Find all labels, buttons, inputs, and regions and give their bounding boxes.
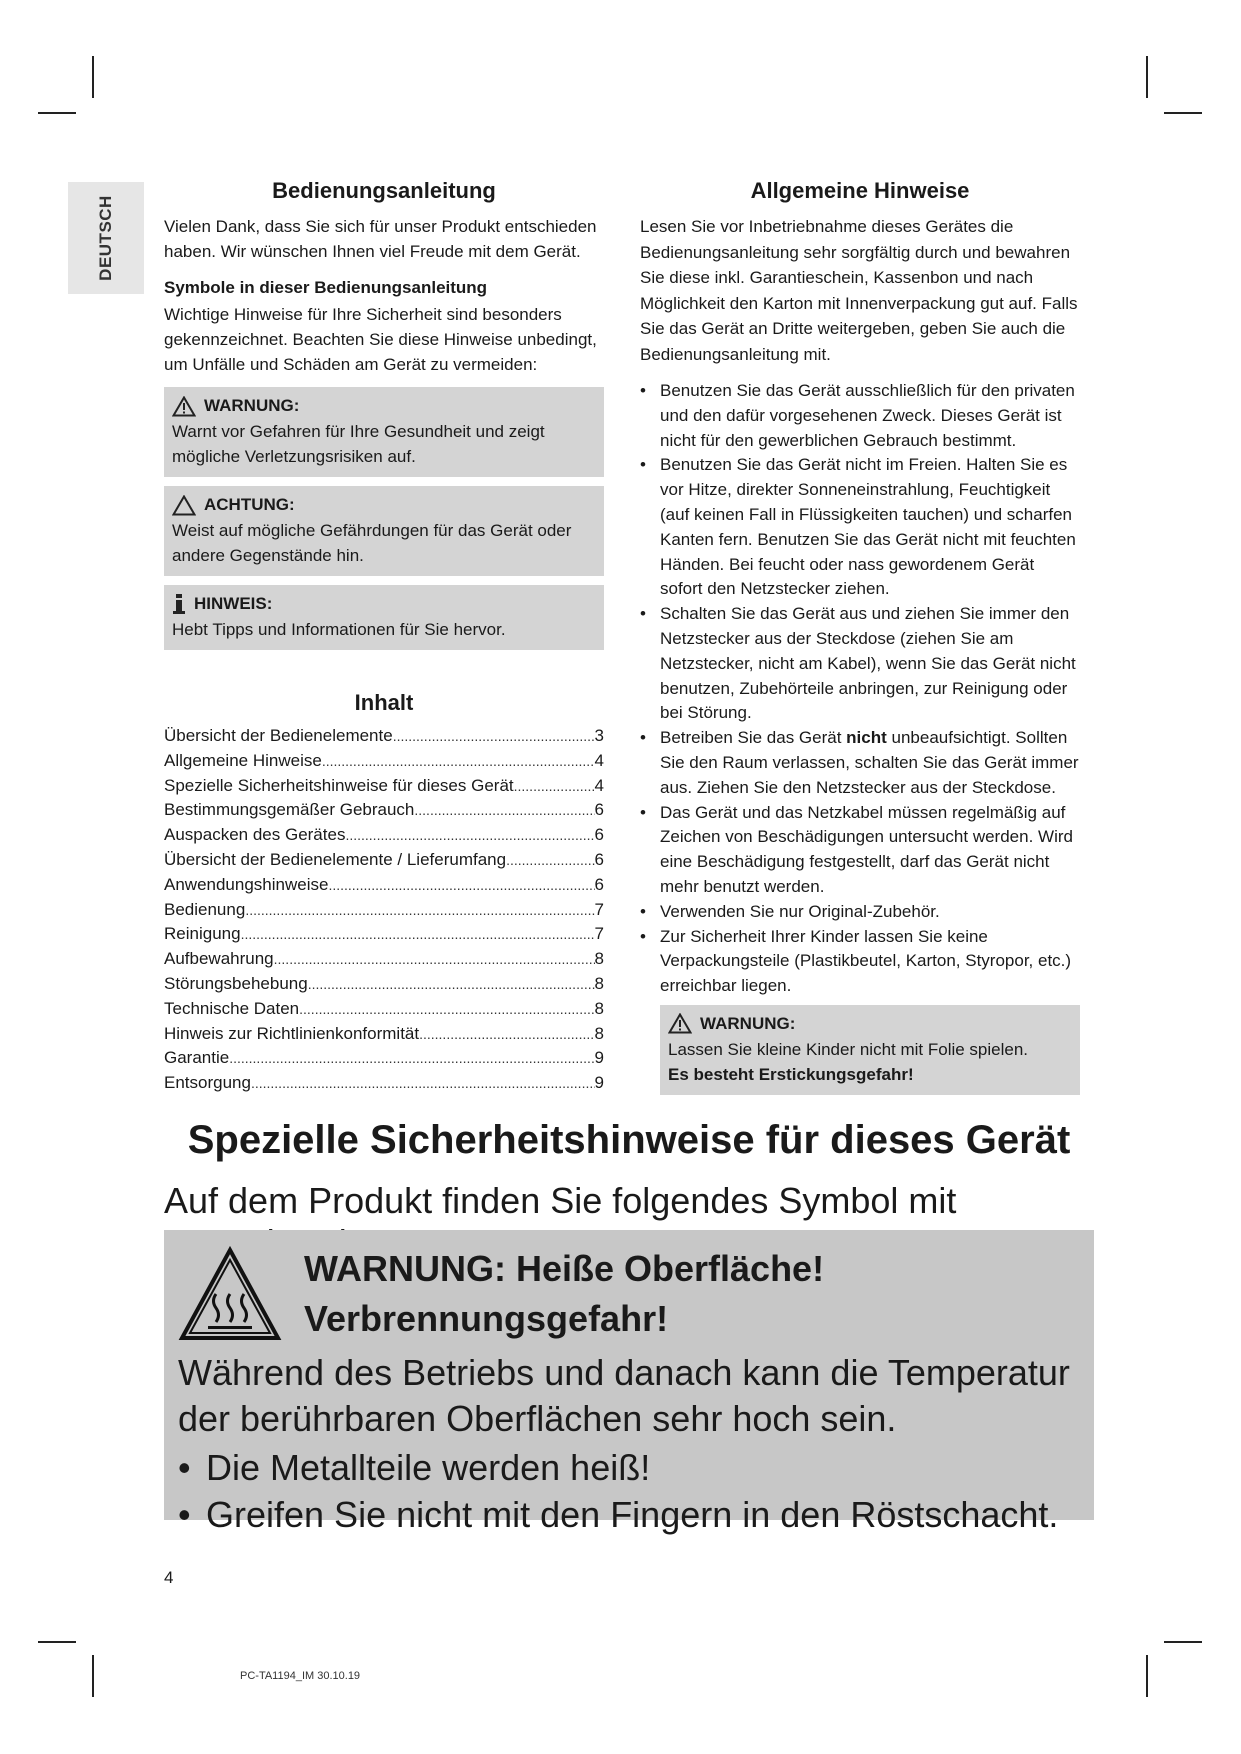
warning-triangle-icon (172, 396, 196, 417)
toc-entry-title: Bedienung (164, 899, 246, 919)
toc-entry-page: 6 (594, 874, 604, 894)
toc-entry-title: Bestimmungsgemäßer Gebrauch (164, 800, 415, 820)
warning-emphasis: Es besteht Erstickungsgefahr! (668, 1064, 914, 1084)
table-of-contents (164, 724, 604, 1096)
toc-row (164, 972, 604, 997)
special-safety-title: Spezielle Sicherheitshinweise für dieses Gerät (187, 1118, 1071, 1162)
page-number: 4 (164, 1568, 174, 1587)
hot-surface-icon (178, 1242, 282, 1346)
toc-leader-dots (241, 922, 595, 947)
crop-mark (1164, 1641, 1202, 1643)
toc-row (164, 749, 604, 774)
toc-leader-dots (419, 1022, 594, 1047)
toc-entry-page: 7 (594, 924, 604, 944)
toc-row (164, 823, 604, 848)
hot-surface-subtitle: Verbrennungsgefahr! (304, 1298, 669, 1339)
toc-entry-title: Anwendungshinweise (164, 874, 329, 894)
toc-entry-title: Hinweis zur Richtlinienkonformität (164, 1023, 420, 1043)
language-tab-label: DEUTSCH (96, 195, 115, 281)
toc-entry-title: Übersicht der Bedienelemente / Lieferumfang (164, 849, 507, 869)
toc-entry-title: Übersicht der Bedienelemente (164, 726, 393, 745)
crop-mark (38, 112, 76, 114)
symbols-text: Wichtige Hinweise für Ihre Sicherheit sind besonders gekennzeichnet. Beachten Sie diese Hinweise unbedingt, um Unfälle und Schäden am Gerät zu vermeiden: (164, 305, 597, 374)
crop-mark (92, 56, 94, 98)
toc-entry-title: Technische Daten (164, 998, 300, 1018)
toc-entry-title: Störungsbehebung (164, 973, 308, 993)
toc-entry-page: 8 (594, 949, 604, 969)
caution-box (164, 486, 604, 576)
warning-title: WARNUNG: (700, 1013, 796, 1033)
toc-leader-dots (251, 1071, 595, 1096)
toc-entry-title: Auspacken des Gerätes (164, 825, 346, 845)
right-column (640, 178, 1080, 1104)
toc-row (164, 798, 604, 823)
section-title: Allgemeine Hinweise (750, 178, 970, 203)
warning-box (660, 1005, 1080, 1095)
toc-leader-dots (322, 749, 595, 774)
warning-triangle-icon (668, 1013, 692, 1034)
toc-row (164, 774, 604, 799)
toc-row (164, 922, 604, 947)
toc-entry-page: 6 (594, 800, 604, 820)
toc-entry-page: 8 (594, 1023, 604, 1043)
list-item: • Benutzen Sie das Gerät nicht im Freien. Halten Sie es vor Hitze, direkter Sonneneinstrahlung, Feuchtigkeit (auf keinen Fall in Flüssigkeiten tauchen) und scharfen Kanten fern. Benutzen Sie das Gerät nicht mit feuchten Händen. Bei feucht oder nass gewordenem Gerät sofort den Netzstecker ziehen. (640, 455, 1076, 599)
toc-entry-title: Garantie (164, 1048, 230, 1068)
crop-mark (1164, 112, 1202, 114)
hot-surface-list (178, 1444, 1078, 1538)
toc-leader-dots (514, 774, 595, 799)
left-column (164, 178, 604, 1096)
toc-leader-dots (245, 898, 594, 923)
warning-text: Warnt vor Gefahren für Ihre Gesundheit und zeigt mögliche Verletzungsrisiken auf. (172, 422, 545, 466)
toc-entry-title: Entsorgung (164, 1073, 251, 1093)
toc-entry-page: 9 (594, 1073, 604, 1093)
list-item: • Das Gerät und das Netzkabel müssen regelmäßig auf Zeichen von Beschädigungen untersucht werden. Wird eine Beschädigung festgestellt, darf das Gerät nicht mehr benutzt werden. (640, 802, 1073, 896)
list-item: • Schalten Sie das Gerät aus und ziehen Sie immer den Netzstecker aus der Steckdose (ziehen Sie am Netzstecker, nicht am Kabel), wenn Sie das Gerät nicht benutzen, Zubehörteile anbringen, zur Reinigung oder bei Störung. (640, 604, 1076, 723)
toc-leader-dots (414, 798, 594, 823)
symbols-heading: Symbole in dieser Bedienungsanleitung (164, 278, 488, 297)
list-item: • Verwenden Sie nur Original-Zubehör. (640, 901, 940, 921)
note-title: HINWEIS: (194, 594, 273, 613)
toc-row (164, 724, 604, 749)
toc-entry-page: 4 (594, 775, 604, 795)
toc-entry-page: 4 (594, 750, 604, 770)
warning-box (164, 387, 604, 477)
crop-mark (38, 1641, 76, 1643)
toc-row (164, 898, 604, 923)
caution-text: Weist auf mögliche Gefährdungen für das Gerät oder andere Gegenstände hin. (172, 521, 572, 565)
toc-leader-dots (308, 972, 595, 997)
toc-row (164, 873, 604, 898)
note-text: Hebt Tipps und Informationen für Sie hervor. (172, 620, 506, 639)
warning-text: Lassen Sie kleine Kinder nicht mit Folie spielen. (668, 1039, 1029, 1059)
list-item: • Benutzen Sie das Gerät ausschließlich für den privaten und den dafür vorgesehenen Zweck. Dieses Gerät ist nicht für den gewerblichen Gebrauch bestimmt. (640, 381, 1075, 450)
toc-row (164, 1046, 604, 1071)
toc-leader-dots (229, 1046, 594, 1071)
toc-row (164, 997, 604, 1022)
toc-leader-dots (299, 997, 594, 1022)
toc-leader-dots (506, 848, 594, 873)
toc-leader-dots (345, 823, 594, 848)
toc-title: Inhalt (354, 690, 414, 715)
intro-text: Vielen Dank, dass Sie sich für unser Produkt entschieden haben. Wir wünschen Ihnen viel Freude mit dem Gerät. (164, 217, 597, 261)
toc-entry-page: 8 (594, 998, 604, 1018)
caution-title: ACHTUNG: (204, 495, 295, 514)
hot-surface-text: Während des Betriebs und danach kann die Temperatur der berührbaren Oberflächen sehr hoch sein. (178, 1352, 1070, 1439)
list-item: • Greifen Sie nicht mit den Fingern in den Röstschacht. (178, 1494, 1059, 1535)
toc-entry-title: Reinigung (164, 924, 241, 944)
warning-triangle-icon (172, 495, 196, 516)
list-item: • Zur Sicherheit Ihrer Kinder lassen Sie keine Verpackungsteile (Plastikbeutel, Karton, Styropor, etc.) erreichbar liegen. (640, 926, 1072, 996)
toc-row (164, 848, 604, 873)
toc-entry-title: Allgemeine Hinweise (164, 750, 322, 770)
list-item: • Die Metallteile werden heiß! (178, 1447, 651, 1488)
hot-surface-warning-box (164, 1230, 1094, 1535)
special-safety-subtitle: Auf dem Produkt finden Sie folgendes Symbol mit (164, 1180, 957, 1221)
toc-leader-dots (328, 873, 594, 898)
list-item: • Betreiben Sie das Gerät nicht unbeaufsichtigt. Sollten Sie den Raum verlassen, schalten Sie das Gerät immer aus. Ziehen Sie den Netzstecker aus der Steckdose. (640, 728, 1079, 797)
toc-row (164, 1071, 604, 1096)
toc-row (164, 1022, 604, 1047)
intro-text: Lesen Sie vor Inbetriebnahme dieses Gerätes die Bedienungsanleitung sehr sorgfältig durch und bewahren Sie diese inkl. Garantieschein, Kassenbon und nach Möglichkeit den Karton mit Innenverpackung gut auf. Falls Sie das Gerät an Dritte weitergeben, geben Sie auch die Bedienungsanleitung mit. (640, 217, 1078, 364)
language-tab (68, 182, 144, 294)
toc-entry-page: 6 (594, 825, 604, 845)
toc-entry-page: 9 (594, 1048, 604, 1068)
toc-entry-page: 8 (594, 973, 604, 993)
crop-mark (1146, 1655, 1148, 1697)
hot-surface-title: WARNUNG: Heiße Oberfläche! (304, 1248, 825, 1289)
info-icon (172, 594, 186, 614)
note-box (164, 585, 604, 650)
toc-row (164, 947, 604, 972)
crop-mark (1146, 56, 1148, 98)
toc-entry-page: 6 (594, 849, 604, 869)
toc-leader-dots (274, 947, 595, 972)
crop-mark (92, 1655, 94, 1697)
safety-list (640, 379, 1080, 999)
toc-entry-title: Spezielle Sicherheitshinweise für dieses Gerät (164, 775, 514, 795)
footer-code: PC-TA1194_IM 30.10.19 (240, 1670, 361, 1682)
toc-entry-page: 7 (594, 899, 604, 919)
warning-title: WARNUNG: (204, 396, 300, 415)
toc-entry-page: 3 (594, 726, 604, 745)
section-title: Bedienungsanleitung (272, 178, 496, 203)
toc-leader-dots (393, 724, 595, 749)
toc-entry-title: Aufbewahrung (164, 949, 274, 969)
